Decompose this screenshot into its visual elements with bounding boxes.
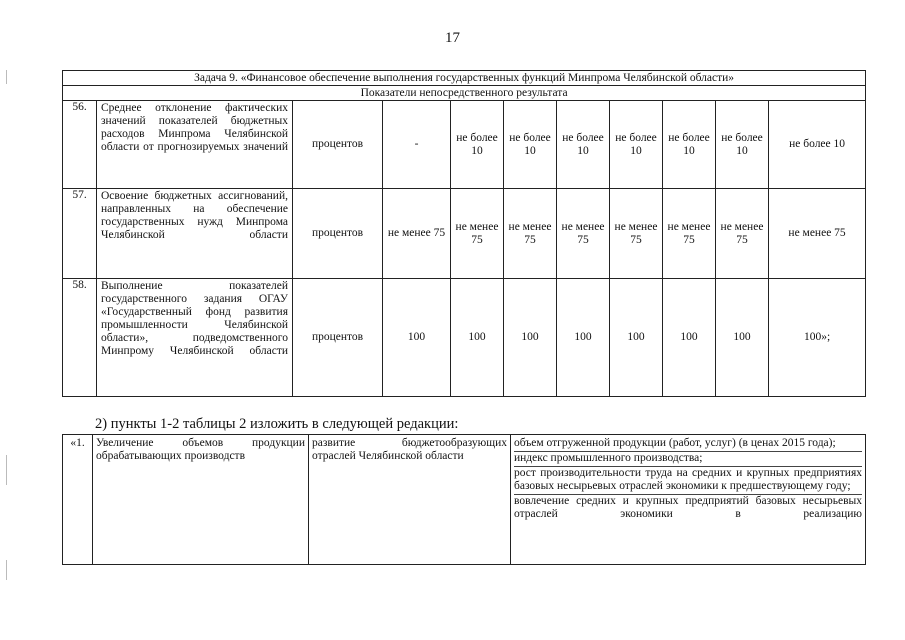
indicators-table	[62, 70, 866, 397]
row-base-value: не менее 75	[383, 189, 451, 279]
direction-text: развитие бюджетообразующих отраслей Челябинской области	[309, 435, 511, 565]
row-year-value: не менее 75	[557, 189, 610, 279]
page-number: 17	[445, 30, 460, 46]
row-unit: процентов	[293, 189, 383, 279]
row-description: Среднее отклонение фактических значений показателей бюджетных расходов Минпрома Челябинской области от прогнозируемых значений	[97, 101, 293, 189]
row-year-value: не более 10	[716, 101, 769, 189]
intro-text: 2) пункты 1-2 таблицы 2 изложить в следующей редакции:	[95, 416, 459, 432]
scan-margin-mark	[6, 70, 7, 84]
section-title: Показатели непосредственного результата	[63, 86, 866, 101]
criteria-item: рост производительности труда на средних и крупных предприятиях базовых несырьевых отраслей экономики к предшествующему году;	[514, 467, 862, 495]
row-number: «1.	[63, 435, 93, 565]
goal-text: Увеличение объемов продукции обрабатывающих производств	[93, 435, 309, 565]
criteria-item: объем отгруженной продукции (работ, услуг) (в ценах 2015 года);	[514, 437, 862, 452]
table-row	[63, 189, 866, 279]
row-year-value: не более 10	[663, 101, 716, 189]
row-year-value: не более 10	[504, 101, 557, 189]
row-year-value: 100	[663, 279, 716, 397]
row-unit: процентов	[293, 279, 383, 397]
criteria-list	[511, 435, 866, 565]
row-year-value: не более 10	[610, 101, 663, 189]
row-unit: процентов	[293, 101, 383, 189]
row-year-value: 100	[557, 279, 610, 397]
table-row	[63, 435, 866, 565]
task-title: Задача 9. «Финансовое обеспечение выполнения государственных функций Минпрома Челябинской области»	[63, 71, 866, 86]
row-year-value: не менее 75	[610, 189, 663, 279]
row-year-value: не менее 75	[716, 189, 769, 279]
row-year-value: 100	[451, 279, 504, 397]
row-year-value: не менее 75	[451, 189, 504, 279]
row-year-value: не более 10	[557, 101, 610, 189]
row-year-value: 100	[610, 279, 663, 397]
row-year-value: 100	[504, 279, 557, 397]
row-year-value: не менее 75	[663, 189, 716, 279]
row-year-value: 100	[716, 279, 769, 397]
row-base-value: -	[383, 101, 451, 189]
row-number: 56.	[63, 101, 97, 189]
table-row	[63, 279, 866, 397]
row-final-value: 100»;	[769, 279, 866, 397]
row-description: Освоение бюджетных ассигнований, направленных на обеспечение государственных нужд Минпрома Челябинской области	[97, 189, 293, 279]
criteria-item: вовлечение средних и крупных предприятий базовых несырьевых отраслей экономики в реализацию	[514, 495, 862, 520]
scan-margin-mark	[6, 560, 7, 580]
row-year-value: не менее 75	[504, 189, 557, 279]
criteria-item: индекс промышленного производства;	[514, 452, 862, 467]
row-number: 57.	[63, 189, 97, 279]
goals-table	[62, 434, 866, 565]
row-number: 58.	[63, 279, 97, 397]
table-row	[63, 101, 866, 189]
row-base-value: 100	[383, 279, 451, 397]
row-description: Выполнение показателей государственного задания ОГАУ «Государственный фонд развития промышленности Челябинской области», подведомственного Минпрому Челябинской области	[97, 279, 293, 397]
scan-margin-mark	[6, 455, 7, 485]
row-year-value: не более 10	[451, 101, 504, 189]
row-final-value: не менее 75	[769, 189, 866, 279]
row-final-value: не более 10	[769, 101, 866, 189]
